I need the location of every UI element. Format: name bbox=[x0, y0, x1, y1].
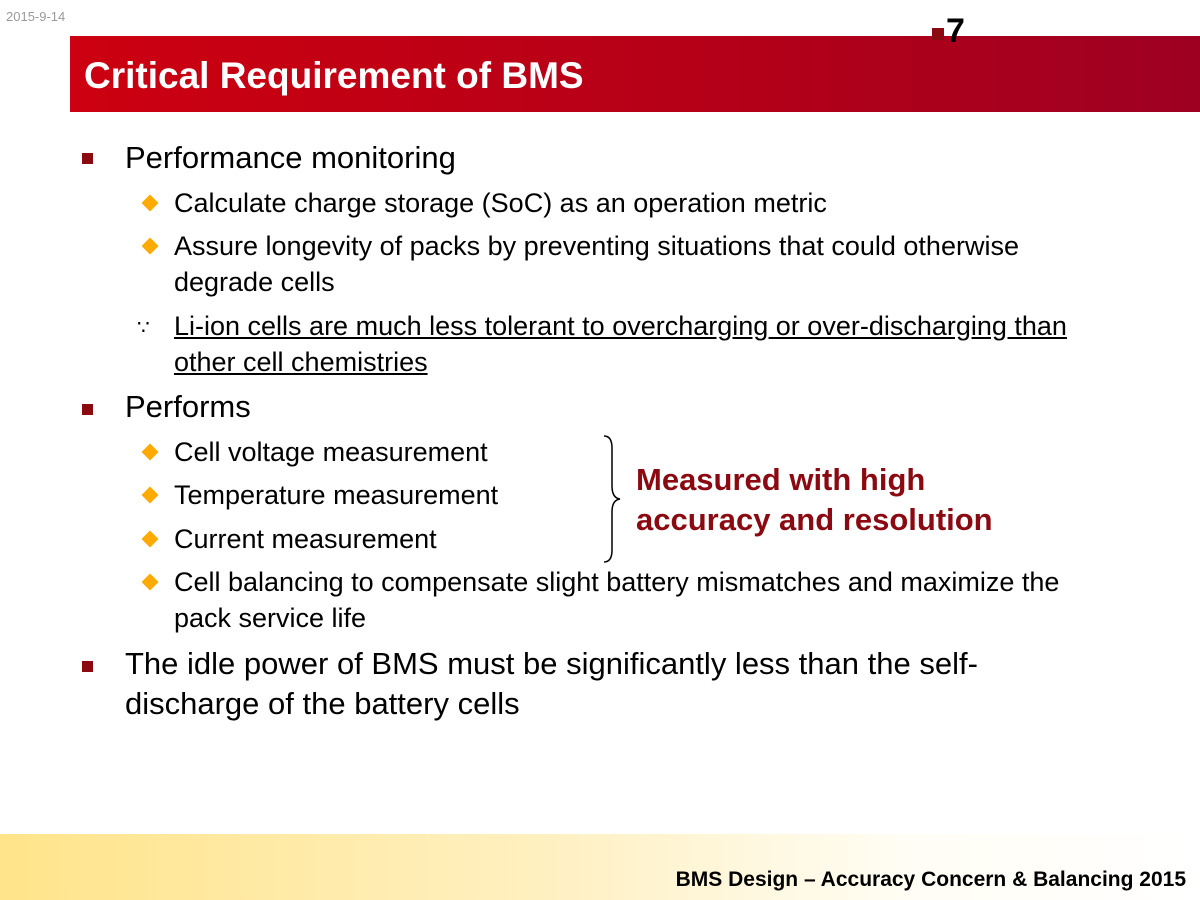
subitem-cell-voltage: Cell voltage measurement bbox=[174, 437, 488, 467]
diamond-bullet-icon bbox=[142, 487, 159, 504]
diamond-bullet-icon bbox=[142, 195, 159, 212]
measured-annotation: Measured with high accuracy and resolution bbox=[636, 462, 993, 537]
diamond-bullet-icon bbox=[142, 444, 159, 461]
subitem-current: Current measurement bbox=[174, 524, 437, 554]
subitem-temperature: Temperature measurement bbox=[174, 480, 499, 510]
liion-tolerance-note: Li-ion cells are much less tolerant to overcharging or over-discharging than other cell chemistries bbox=[174, 311, 1067, 377]
right-brace-icon bbox=[598, 434, 628, 564]
bullet-performs: Performs bbox=[125, 389, 251, 424]
subitem-calculate-soc: Calculate charge storage (SoC) as an operation metric bbox=[174, 188, 827, 218]
bullet-idle-power: The idle power of BMS must be significantly less than the self-discharge of the battery cells bbox=[125, 646, 978, 721]
slide-title: Critical Requirement of BMS bbox=[84, 55, 584, 96]
footer-text: BMS Design – Accuracy Concern & Balancing 2015 bbox=[675, 868, 1186, 891]
diamond-bullet-icon bbox=[142, 531, 159, 548]
square-bullet-icon bbox=[932, 28, 944, 40]
because-symbol-icon: ∵ bbox=[137, 317, 150, 339]
page-number-text: 7 bbox=[946, 12, 965, 50]
slide-date: 2015-9-14 bbox=[6, 9, 66, 24]
square-bullet-icon bbox=[82, 404, 93, 415]
diamond-bullet-icon bbox=[142, 574, 159, 591]
square-bullet-icon bbox=[82, 661, 93, 672]
diamond-bullet-icon bbox=[142, 238, 159, 255]
bullet-performance-monitoring: Performance monitoring bbox=[125, 140, 456, 175]
square-bullet-icon bbox=[82, 153, 93, 164]
title-bar bbox=[70, 36, 1200, 112]
subitem-cell-balancing: Cell balancing to compensate slight battery mismatches and maximize the pack service life bbox=[174, 567, 1060, 633]
subitem-assure-longevity: Assure longevity of packs by preventing situations that could otherwise degrade cells bbox=[174, 231, 1019, 297]
page-number bbox=[932, 14, 965, 48]
